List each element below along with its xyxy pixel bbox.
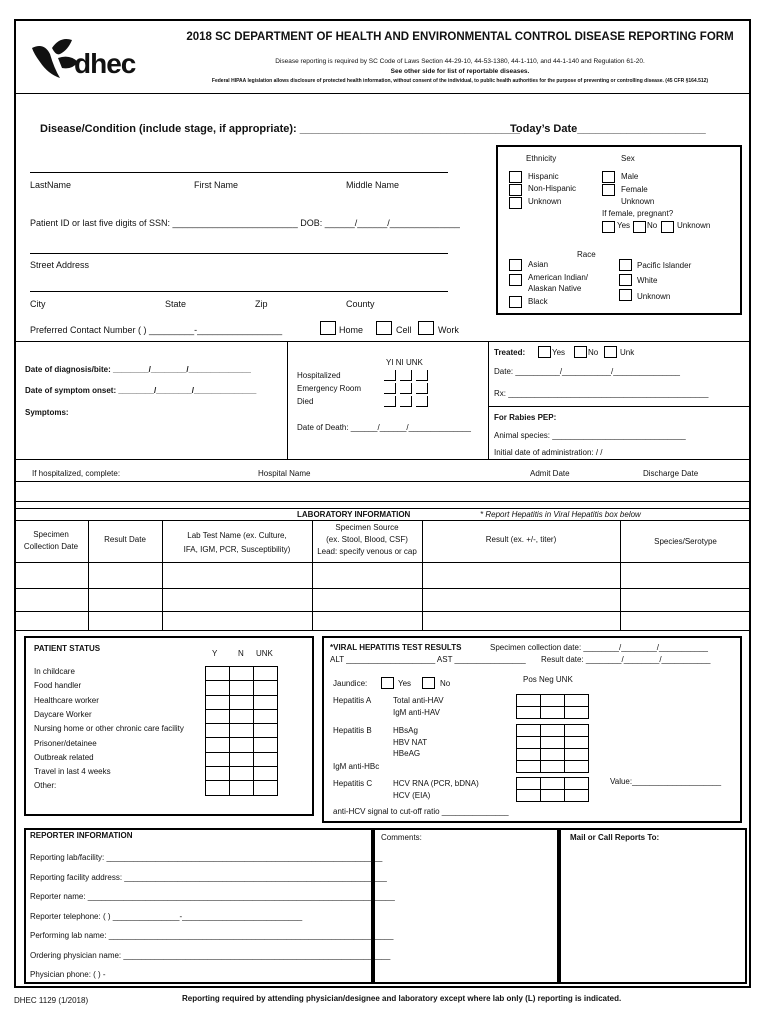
ethnicity-unknown-checkbox[interactable] <box>509 197 522 209</box>
home-checkbox[interactable] <box>320 321 336 335</box>
grid-cell[interactable] <box>565 695 589 707</box>
lab-col-source-examples: (ex. Stool, Blood, CSF) <box>326 535 408 544</box>
initial-admin-date-field[interactable]: Initial date of administration: / / <box>494 448 603 457</box>
reporter-field[interactable]: Performing lab name: ________________________________________________________________ <box>30 931 394 940</box>
non-hispanic-label: Non-Hispanic <box>528 184 577 193</box>
grid-cell[interactable] <box>230 767 254 781</box>
comments-label: Comments: <box>381 833 422 842</box>
grid-cell[interactable] <box>565 778 589 790</box>
pacific-islander-checkbox[interactable] <box>619 259 632 271</box>
patient-status-heading: PATIENT STATUS <box>34 644 101 653</box>
work-label: Work <box>438 325 459 335</box>
county-label: County <box>346 299 375 309</box>
grid-cell[interactable] <box>254 781 278 795</box>
alt-ast-field[interactable]: ALT ____________________ AST ________________ <box>330 655 526 664</box>
grid-cell[interactable] <box>541 695 565 707</box>
treated-label: Treated: <box>494 348 526 357</box>
rx-field[interactable]: Rx: _____________________________________________ <box>494 389 709 398</box>
form-title: 2018 SC DEPARTMENT OF HEALTH AND ENVIRONMENTAL CONTROL DISEASE REPORTING FORM <box>186 31 734 43</box>
hep-specimen-date-field[interactable]: Specimen collection date: ________/________/___________ <box>490 643 708 652</box>
reporter-box <box>24 828 373 984</box>
patient-status-item: Outbreak related <box>34 752 94 762</box>
treated-unk-checkbox[interactable] <box>604 346 617 358</box>
status-col-n: N <box>238 649 244 658</box>
jaundice-yes-checkbox[interactable] <box>381 677 394 689</box>
grid-cell[interactable] <box>254 724 278 738</box>
hospitalized-label: Hospitalized <box>297 371 341 380</box>
lab-col-test-name: Lab Test Name (ex. Culture, <box>187 531 287 540</box>
lab-col-lead: Lead: specify venous or cap <box>317 547 417 556</box>
race-unknown-checkbox[interactable] <box>619 289 632 301</box>
emergency-room-label: Emergency Room <box>297 384 362 393</box>
hep-result-date-field[interactable]: Result date: ________/________/___________ <box>541 655 711 664</box>
igm-anti-hav-label: IgM anti-HAV <box>393 708 440 717</box>
race-heading: Race <box>577 250 596 259</box>
ethnicity-heading: Ethnicity <box>526 154 557 163</box>
jaundice-label: Jaundice: <box>333 679 368 688</box>
grid-cell[interactable] <box>230 710 254 724</box>
grid-cell[interactable] <box>565 749 589 761</box>
female-label: Female <box>621 185 648 194</box>
treated-no-label: No <box>588 348 599 357</box>
treated-unk-label: Unk <box>620 348 635 357</box>
grid-cell[interactable] <box>230 696 254 710</box>
grid-cell[interactable] <box>206 667 230 681</box>
reporter-field[interactable]: Reporter telephone: ( ) _______________-___________________________ <box>30 911 303 921</box>
hep-pos-neg-header: Pos Neg UNK <box>523 675 573 684</box>
grid-cell[interactable] <box>206 724 230 738</box>
mail-or-call-label: Mail or Call Reports To: <box>570 833 660 842</box>
grid-cell[interactable] <box>254 681 278 695</box>
patient-status-item: Prisoner/detainee <box>34 738 97 748</box>
reporter-field[interactable]: Reporting lab/facility: ______________________________________________________________ <box>30 853 383 862</box>
grid-cell[interactable] <box>254 767 278 781</box>
asian-label: Asian <box>528 260 549 269</box>
hcv-ratio-field[interactable]: anti-HCV signal to cut-off ratio _______________ <box>333 807 509 816</box>
form-number: DHEC 1129 (1/2018) <box>14 996 89 1005</box>
divider <box>14 93 751 94</box>
hepatitis-a-label: Hepatitis A <box>333 696 372 705</box>
grid-cell[interactable] <box>206 696 230 710</box>
patient-status-grid[interactable] <box>205 666 278 796</box>
hep-c-grid[interactable] <box>516 777 589 802</box>
white-label: White <box>637 276 658 285</box>
treated-no-checkbox[interactable] <box>574 346 587 358</box>
comments-box[interactable] <box>373 828 559 984</box>
lab-col-species: Species/Serotype <box>654 537 717 546</box>
male-label: Male <box>621 172 639 181</box>
logo-text: dhec <box>74 48 136 79</box>
discharge-date-header: Discharge Date <box>643 469 699 478</box>
grid-cell[interactable] <box>517 737 541 749</box>
hbeag-label: HBeAG <box>393 749 421 758</box>
hepatitis-b-label: Hepatitis B <box>333 726 372 735</box>
hep-b-grid[interactable] <box>516 724 589 773</box>
male-checkbox[interactable] <box>602 171 615 183</box>
palmetto-leaf-icon <box>30 34 80 82</box>
grid-cell[interactable] <box>254 738 278 752</box>
pregnant-no-label: No <box>647 221 658 230</box>
disease-field[interactable]: Disease/Condition (include stage, if appropriate): ____________________________________ <box>40 123 520 135</box>
pregnant-label: If female, pregnant? <box>602 209 674 218</box>
grid-cell[interactable] <box>541 725 565 737</box>
reporter-field[interactable]: Ordering physician name: ____________________________________________________________ <box>30 950 391 960</box>
lab-hepatitis-note: * Report Hepatitis in Viral Hepatitis box below <box>480 510 641 519</box>
dhec-logo <box>30 34 155 84</box>
contact-number-field[interactable]: Preferred Contact Number ( ) _________-_________________ <box>30 325 283 335</box>
female-checkbox[interactable] <box>602 184 615 196</box>
footer-note: Reporting required by attending physician/designee and laboratory except where lab only (L) reporting is indicated. <box>182 994 622 1003</box>
grid-cell[interactable] <box>254 696 278 710</box>
admit-date-header: Admit Date <box>530 469 570 478</box>
jaundice-yes-label: Yes <box>398 679 412 688</box>
lab-col-result-date: Result Date <box>104 535 146 544</box>
hospital-name-header: Hospital Name <box>258 469 311 478</box>
alaskan-native-label: Alaskan Native <box>528 284 582 293</box>
animal-species-field[interactable]: Animal species: ______________________________ <box>494 431 686 440</box>
patient-status-item: Food handler <box>34 681 82 691</box>
home-label: Home <box>339 325 364 335</box>
status-col-unk: UNK <box>256 649 273 658</box>
grid-cell[interactable] <box>517 725 541 737</box>
lab-col-result: Result (ex. +/-, titer) <box>485 535 557 544</box>
pregnant-no-checkbox[interactable] <box>633 221 646 233</box>
hospitalized-complete-label: If hospitalized, complete: <box>32 469 121 478</box>
hcv-rna-label: HCV RNA (PCR, bDNA) <box>393 779 479 788</box>
grid-cell[interactable] <box>206 781 230 795</box>
pacific-islander-label: Pacific Islander <box>637 261 692 270</box>
grid-cell[interactable] <box>517 790 541 802</box>
grid-cell[interactable] <box>206 767 230 781</box>
lastname-label: LastName <box>30 180 72 190</box>
grid-cell[interactable] <box>254 667 278 681</box>
ethnicity-unknown-label: Unknown <box>528 197 562 206</box>
lab-col-test-examples: IFA, IGM, PCR, Susceptibility) <box>183 545 291 554</box>
igm-anti-hbc-label: IgM anti-HBc <box>333 762 380 771</box>
total-anti-hav-label: Total anti-HAV <box>393 696 444 705</box>
firstname-label: First Name <box>194 180 239 190</box>
reporter-heading: REPORTER INFORMATION <box>30 831 133 840</box>
asian-checkbox[interactable] <box>509 259 522 271</box>
reporter-field[interactable]: Reporter name: _____________________________________________________________________ <box>30 892 395 901</box>
patient-status-item: Other: <box>34 781 57 791</box>
lab-info-heading: LABORATORY INFORMATION <box>297 510 411 519</box>
pregnant-unknown-label: Unknown <box>677 221 711 230</box>
city-label: City <box>30 299 46 309</box>
grid-cell[interactable] <box>206 753 230 767</box>
grid-cell[interactable] <box>254 710 278 724</box>
grid-cell[interactable] <box>517 707 541 719</box>
work-checkbox[interactable] <box>418 321 434 335</box>
lab-col-specimen: Specimen <box>33 530 69 539</box>
street-label: Street Address <box>30 260 90 270</box>
reporter-field[interactable]: Reporting facility address: ___________________________________________________________ <box>30 872 387 882</box>
patient-id-dob-field[interactable]: Patient ID or last five digits of SSN: _________________________ DOB: ______/______/______________ <box>30 218 460 228</box>
grid-cell[interactable] <box>541 749 565 761</box>
grid-cell[interactable] <box>565 707 589 719</box>
grid-cell[interactable] <box>565 725 589 737</box>
header-line-3: Federal HIPAA legislation allows disclosure of protected health information, without consent of the individual, to public health authorities for the purpose of preventing or controlling disease. (45 CFR §164.512) <box>211 78 709 84</box>
grid-cell[interactable] <box>541 707 565 719</box>
patient-status-item: Nursing home or other chronic care facility <box>34 724 184 734</box>
lab-col-source: Specimen Source <box>335 523 399 532</box>
grid-cell[interactable] <box>541 790 565 802</box>
treated-date-field[interactable]: Date: __________/___________/_______________ <box>494 367 680 376</box>
header-line-1: Disease reporting is required by SC Code of Laws Section 44-29-10, 44-53-1380, 44-1-110, and 44-1-140 and Regulation 61-20. <box>275 58 645 65</box>
black-label: Black <box>528 297 548 306</box>
grid-cell[interactable] <box>206 738 230 752</box>
treated-yes-label: Yes <box>552 348 566 357</box>
treated-yes-checkbox[interactable] <box>538 346 551 358</box>
grid-cell[interactable] <box>230 724 254 738</box>
hepatitis-c-label: Hepatitis C <box>333 779 373 788</box>
grid-cell[interactable] <box>230 738 254 752</box>
middlename-label: Middle Name <box>346 180 400 190</box>
pregnant-yes-checkbox[interactable] <box>602 221 615 233</box>
grid-cell[interactable] <box>254 753 278 767</box>
pregnant-unknown-checkbox[interactable] <box>661 221 674 233</box>
grid-cell[interactable] <box>230 781 254 795</box>
american-indian-label: American Indian/ <box>528 273 589 282</box>
header-line-2: See other side for list of reportable diseases. <box>390 68 530 75</box>
grid-cell[interactable] <box>230 681 254 695</box>
hospital-yn-grid[interactable] <box>384 370 428 407</box>
todays-date-field[interactable]: Today’s Date_____________________ <box>510 123 706 135</box>
grid-cell[interactable] <box>517 695 541 707</box>
mail-box <box>559 828 747 984</box>
grid-cell[interactable] <box>541 761 565 773</box>
reporter-field[interactable]: Physician phone: ( ) - <box>30 970 106 979</box>
died-label: Died <box>297 397 314 406</box>
patient-status-item: Daycare Worker <box>34 709 92 719</box>
grid-cell[interactable] <box>517 749 541 761</box>
jaundice-no-checkbox[interactable] <box>422 677 435 689</box>
hispanic-checkbox[interactable] <box>509 171 522 183</box>
hepatitis-heading: *VIRAL HEPATITIS TEST RESULTS <box>330 643 462 652</box>
hbv-nat-label: HBV NAT <box>393 738 428 747</box>
hispanic-label: Hispanic <box>528 172 559 181</box>
black-checkbox[interactable] <box>509 296 522 308</box>
grid-cell[interactable] <box>230 667 254 681</box>
grid-cell[interactable] <box>517 778 541 790</box>
grid-cell[interactable] <box>541 737 565 749</box>
grid-cell[interactable] <box>517 761 541 773</box>
date-of-death-field[interactable]: Date of Death: ______/______/______________ <box>297 423 471 432</box>
pregnant-yes-label: Yes <box>617 221 631 230</box>
status-col-y: Y <box>212 649 218 658</box>
hospital-yn-header: YI NI UNK <box>386 358 423 367</box>
sex-unknown-label: Unknown <box>621 197 655 206</box>
white-checkbox[interactable] <box>619 274 632 286</box>
rabies-pep-heading: For Rabies PEP: <box>494 413 557 422</box>
cell-checkbox[interactable] <box>376 321 392 335</box>
symptom-onset-field[interactable]: Date of symptom onset: ________/________/______________ <box>25 386 257 395</box>
grid-cell[interactable] <box>206 681 230 695</box>
hcv-eia-label: HCV (EIA) <box>393 791 431 800</box>
non-hispanic-checkbox[interactable] <box>509 184 522 196</box>
grid-cell[interactable] <box>565 790 589 802</box>
hbsag-label: HBsAg <box>393 726 418 735</box>
grid-cell[interactable] <box>565 761 589 773</box>
lab-col-collection-date: Collection Date <box>23 542 79 551</box>
jaundice-no-label: No <box>440 679 451 688</box>
grid-cell[interactable] <box>206 710 230 724</box>
american-indian-checkbox[interactable] <box>509 274 522 286</box>
hep-a-grid[interactable] <box>516 694 589 719</box>
patient-status-item: Travel in last 4 weeks <box>34 767 111 777</box>
race-unknown-label: Unknown <box>637 292 671 301</box>
patient-status-item: Healthcare worker <box>34 695 99 705</box>
zip-label: Zip <box>255 299 268 309</box>
sex-heading: Sex <box>621 154 635 163</box>
hcv-value-field[interactable]: Value:____________________ <box>610 777 722 786</box>
symptoms-label: Symptoms: <box>25 408 69 417</box>
patient-status-item: In childcare <box>34 667 75 676</box>
grid-cell[interactable] <box>565 737 589 749</box>
cell-label: Cell <box>396 325 412 335</box>
grid-cell[interactable] <box>541 778 565 790</box>
state-label: State <box>165 299 187 309</box>
diagnosis-date-field[interactable]: Date of diagnosis/bite: ________/________/______________ <box>25 365 251 374</box>
grid-cell[interactable] <box>230 753 254 767</box>
